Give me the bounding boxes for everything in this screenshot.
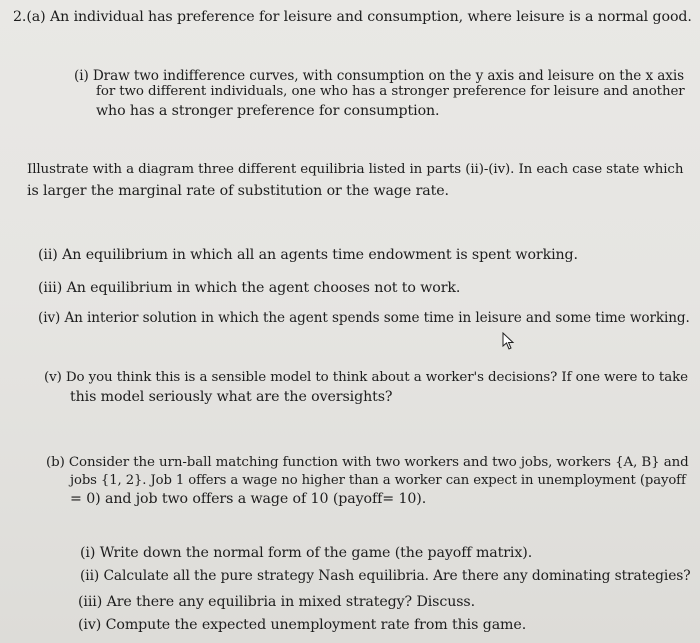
- part-iv: (iv) An interior solution in which the agent spends some time in leisure and some time working.: [38, 310, 690, 326]
- question-header: 2.(a) An individual has preference for leisure and consumption, where leisure is a normal good.: [13, 9, 692, 25]
- question-b-part-iii: (iii) Are there any equilibria in mixed strategy? Discuss.: [78, 594, 476, 610]
- part-i-line-1: (i) Draw two indifference curves, with consumption on the y axis and leisure on the x axis: [74, 68, 684, 84]
- question-b-line-3: = 0) and job two offers a wage of 10 (payoff= 10).: [70, 491, 427, 507]
- part-iii: (iii) An equilibrium in which the agent chooses not to work.: [38, 280, 461, 296]
- illustrate-line-2: is larger the marginal rate of substitution or the wage rate.: [27, 183, 449, 199]
- question-b-part-i: (i) Write down the normal form of the game (the payoff matrix).: [80, 545, 533, 561]
- part-v-line-1: (v) Do you think this is a sensible model to think about a worker's decisions? If one were to take: [44, 370, 688, 385]
- question-b-line-2: jobs {1, 2}. Job 1 offers a wage no higher than a worker can expect in unemployment (payoff: [70, 473, 686, 488]
- question-b-part-ii: (ii) Calculate all the pure strategy Nash equilibria. Are there any dominating strategies?: [80, 568, 691, 584]
- question-b-line-1: (b) Consider the urn-ball matching function with two workers and two jobs, workers {A, B} and: [46, 455, 689, 470]
- question-b-part-iv: (iv) Compute the expected unemployment rate from this game.: [78, 617, 527, 633]
- part-i-line-3: who has a stronger preference for consumption.: [96, 103, 440, 119]
- part-v-line-2: this model seriously what are the oversights?: [70, 389, 393, 405]
- part-i-line-2: for two different individuals, one who has a stronger preference for leisure and another: [96, 84, 685, 99]
- part-ii: (ii) An equilibrium in which all an agents time endowment is spent working.: [38, 247, 578, 263]
- illustrate-line-1: Illustrate with a diagram three different equilibria listed in parts (ii)-(iv). In each case state which: [27, 162, 684, 177]
- mouse-cursor-icon: [502, 332, 516, 350]
